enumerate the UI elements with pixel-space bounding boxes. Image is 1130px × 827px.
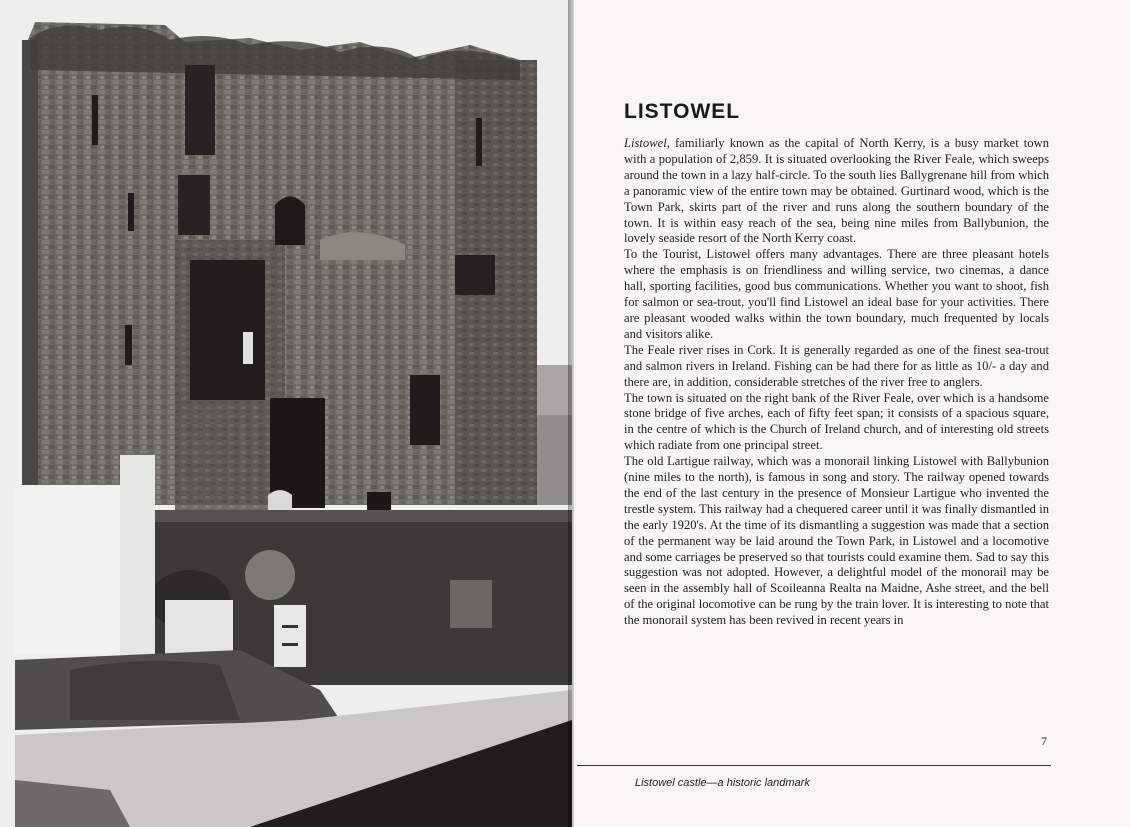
article-body — [624, 136, 1049, 629]
paragraph — [624, 454, 1049, 629]
page-title: LISTOWEL — [624, 100, 741, 123]
caption-divider — [577, 765, 1051, 766]
photo-caption: Listowel castle—a historic landmark — [635, 777, 810, 789]
paragraph — [624, 247, 1049, 342]
lead-word: Listowel, — [624, 136, 670, 150]
paragraph-text: familiarly known as the capital of North Kerry, is a busy market town with a population of 2,859. It is situated overlooking the River Feale, which sweeps around the town in a lazy half-circle. To the south lies Ballygrenane hill from which a panoramic view of the entire town may be obtained. Gurtinard wood, which is the Town Park, skirts part of the river and runs along the southern boundary of the town. It is within easy reach of the sea, being nine miles from Ballybunion, the lovely seaside resort of the North Kerry coast. — [624, 136, 1049, 246]
page-number: 7 — [1041, 734, 1047, 748]
paragraph — [624, 136, 1049, 247]
paragraph-text: To the Tourist, Listowel offers many advantages. There are three pleasant hotels where the emphasis is on friendliness and willing service, two cinemas, a dance hall, sporting facilities, good bus communications. Whether you want to shoot, fish for salmon or sea-trout, you'll find Listowel an ideal base for your activities. There are pleasant wooded walks within the town boundary, much frequented by locals and visitors alike. — [624, 247, 1049, 341]
paragraph — [624, 343, 1049, 391]
paragraph-text: The Feale river rises in Cork. It is generally regarded as one of the finest sea-trout and salmon rivers in Ireland. Fishing can be had there for as little as 10/- a day and there are, in addition, considerable stretches of the river free to anglers. — [624, 342, 1049, 389]
paragraph — [624, 391, 1049, 455]
paragraph-text: The old Lartigue railway, which was a monorail linking Listowel with Ballybunion (nine miles to the north), is famous in song and story. The railway opened towards the end of the last century in the presence of Monsieur Lartigue who invented the trestle system. This railway had a chequered career until it was finally dismantled in the early 1920's. At the time of its dismantling a suggestion was made that a section of the permanent way be laid around the Town Park, in Listowel and a locomotive and some carriages be preserved so that tourists could examine them. Sad to say this suggestion was not adopted. However, a delightful model of the monorail may be seen in the assembly hall of Scoileanna Realta na Maidne, Ashe street, and the bell of the original locomotive can be rung by the train lover. It is interesting to note that the monorail system has been revived in recent years in — [624, 454, 1049, 628]
right-page — [574, 0, 1130, 827]
paragraph-text: The town is situated on the right bank of the River Feale, over which is a handsome stone bridge of five arches, each of fifty feet span; it consists of a spacious square, in the centre of which is the Church of Ireland church, and of interesting old streets which radiate from one principal street. — [624, 390, 1049, 453]
